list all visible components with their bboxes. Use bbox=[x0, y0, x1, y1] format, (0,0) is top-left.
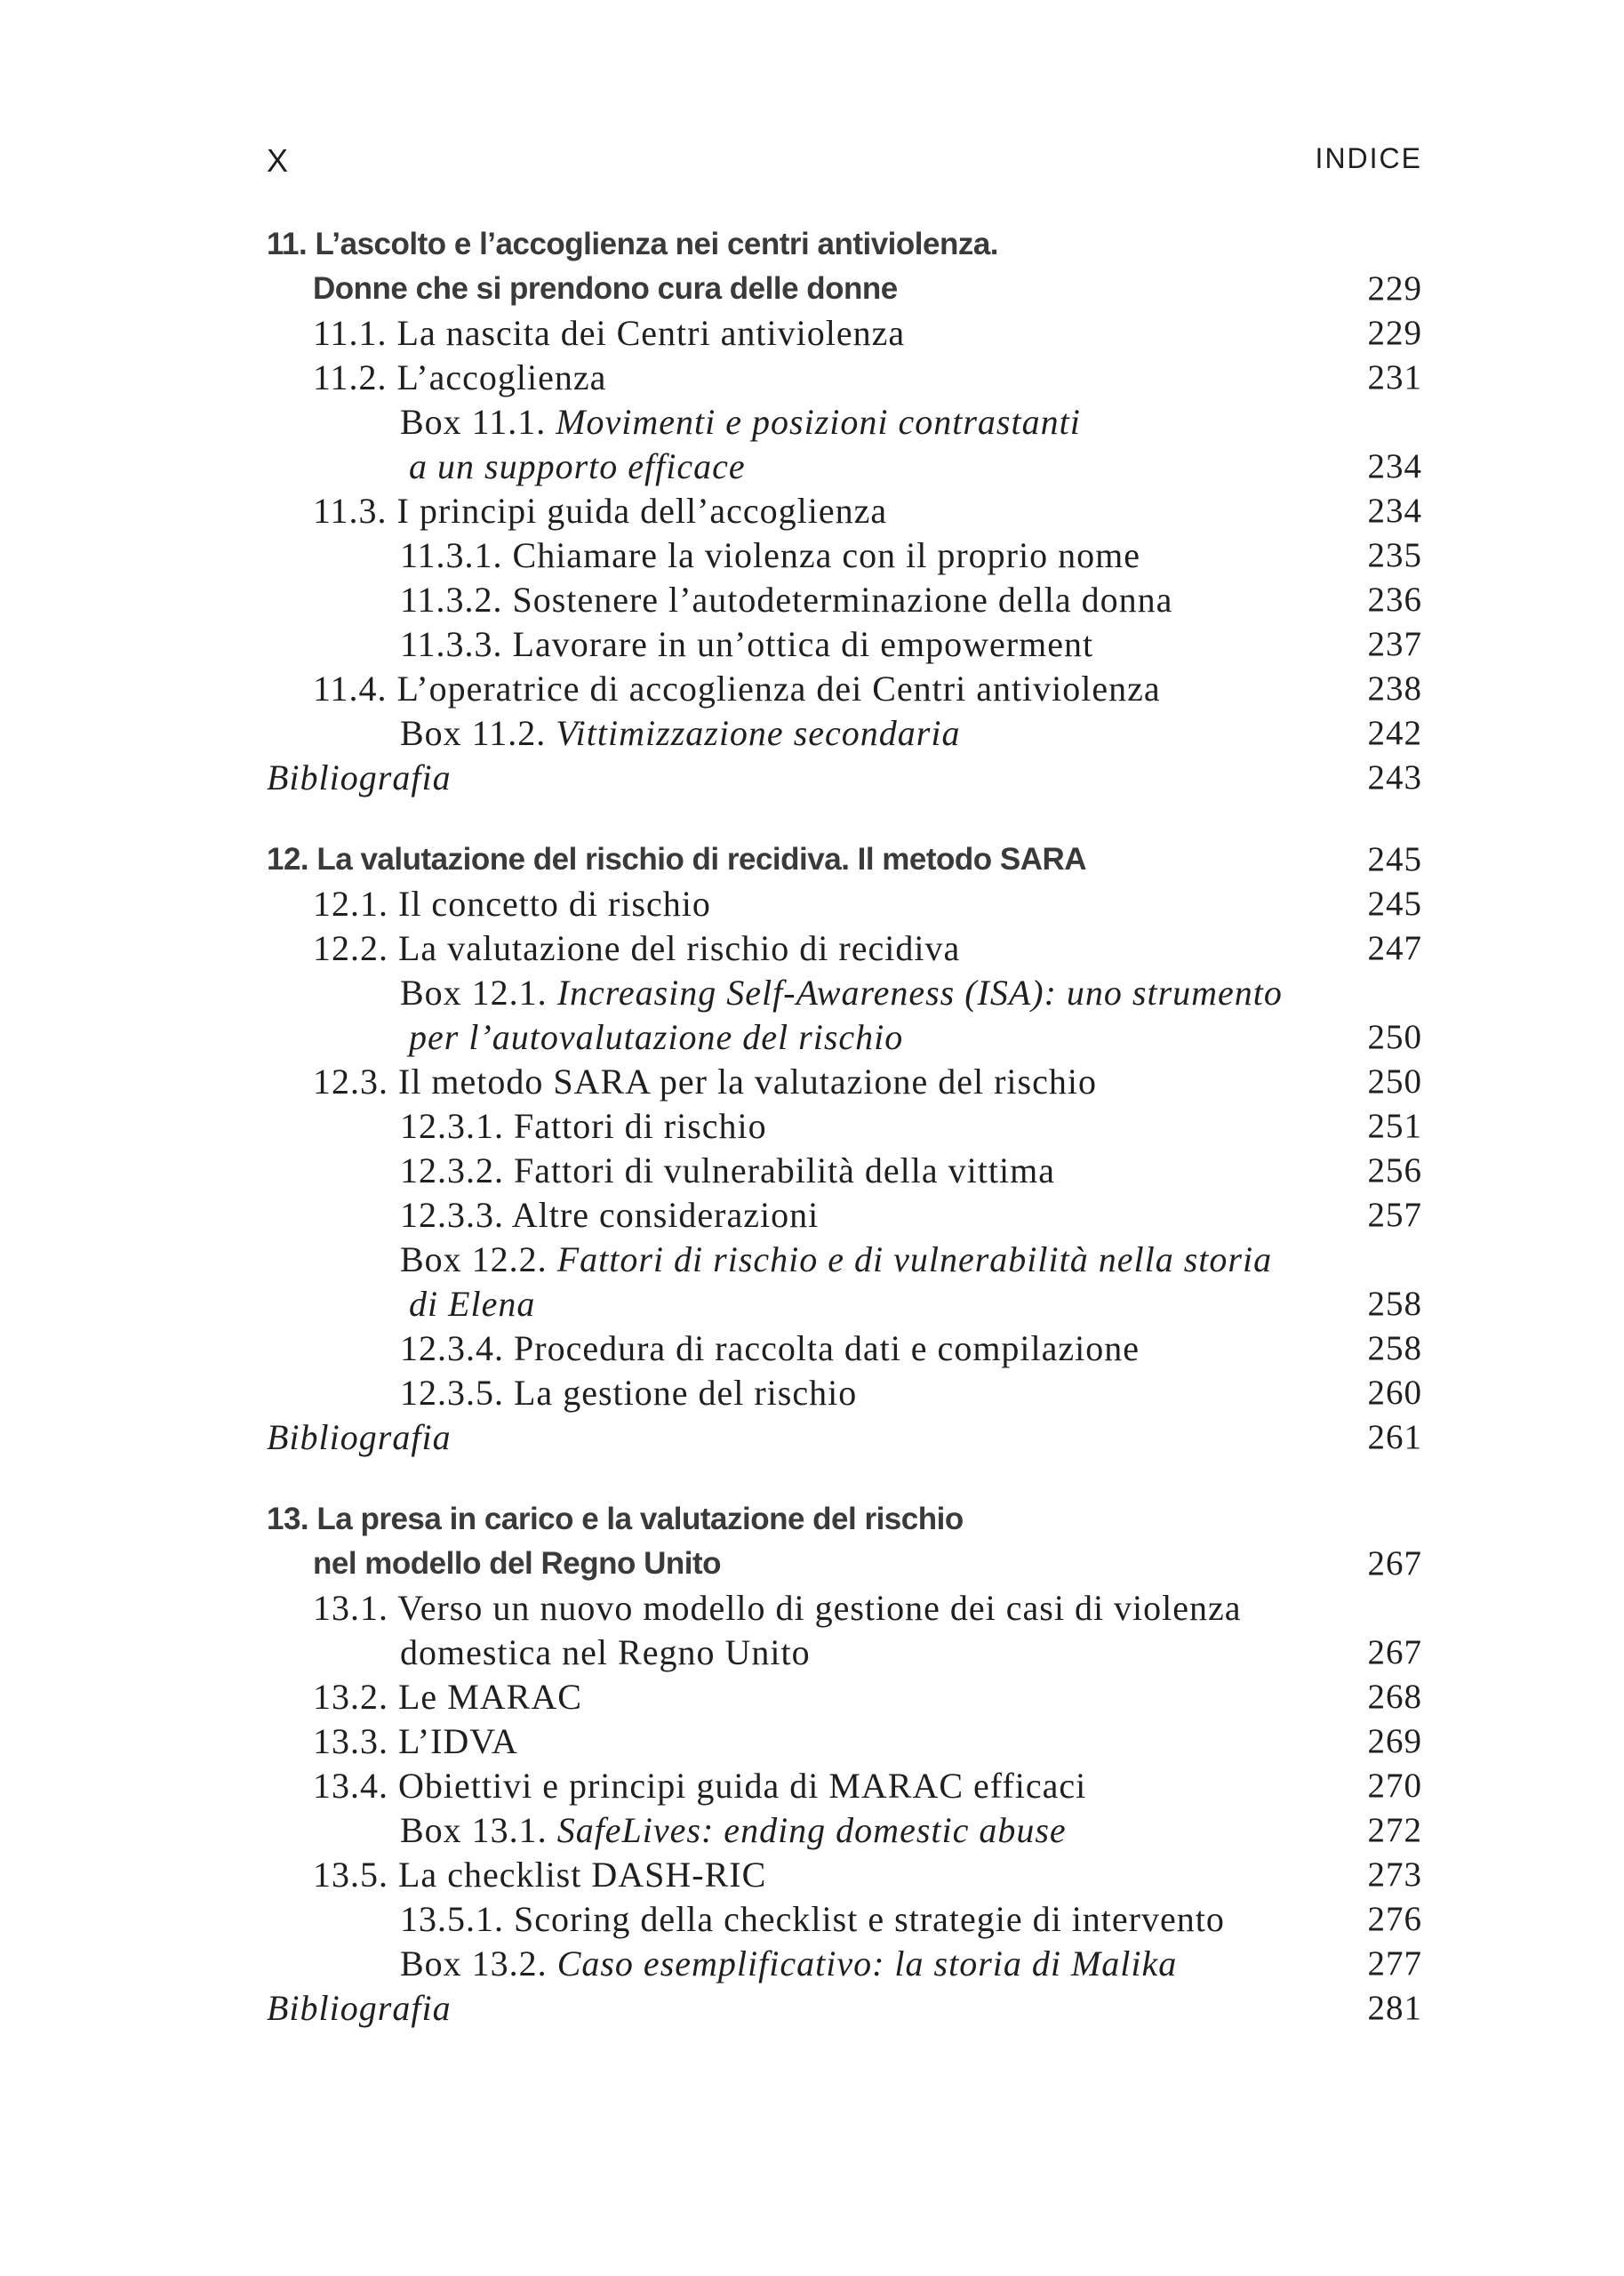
entry-text: 12.2. La valutazione del rischio di recidiva bbox=[313, 928, 961, 968]
page-number: 238 bbox=[1367, 669, 1422, 708]
toc-bibliography bbox=[267, 1986, 1422, 2031]
toc-entry bbox=[267, 1719, 1422, 1764]
page-number: 247 bbox=[1367, 929, 1422, 967]
page-number: 281 bbox=[1367, 1989, 1422, 2027]
entry-text: 13.4. Obiettivi e principi guida di MARAC efficaci bbox=[313, 1766, 1087, 1806]
entry-text: domestica nel Regno Unito bbox=[400, 1632, 811, 1672]
toc-subentry bbox=[267, 622, 1422, 667]
page-number: 235 bbox=[1367, 536, 1422, 574]
entry-text: 13.1. Verso un nuovo modello di gestione dei casi di violenza bbox=[313, 1588, 1242, 1628]
toc-entry bbox=[267, 667, 1422, 711]
page-number: 258 bbox=[1367, 1285, 1422, 1323]
page-number: 267 bbox=[1367, 1633, 1422, 1671]
page-number: 272 bbox=[1367, 1811, 1422, 1849]
toc-entry bbox=[267, 1586, 1422, 1631]
page-number: 243 bbox=[1367, 758, 1422, 797]
toc-bibliography bbox=[267, 756, 1422, 800]
toc-subentry bbox=[267, 1326, 1422, 1371]
toc-subentry bbox=[267, 533, 1422, 578]
page-number: 250 bbox=[1367, 1018, 1422, 1056]
entry-text: 12.3. Il metodo SARA per la valutazione del rischio bbox=[313, 1062, 1097, 1102]
chapter-11-heading bbox=[267, 222, 1422, 267]
chapter-12-heading bbox=[267, 837, 1422, 882]
entry-text: Box 11.1. Movimenti e posizioni contrastanti bbox=[400, 402, 1081, 442]
toc-entry bbox=[267, 356, 1422, 400]
chapter-title: 11. L’ascolto e l’accoglienza nei centri antiviolenza. bbox=[267, 227, 999, 261]
chapter-13-heading-cont bbox=[267, 1542, 1422, 1586]
page-header bbox=[267, 142, 1422, 187]
page-number: 236 bbox=[1367, 581, 1422, 619]
toc-entry bbox=[267, 489, 1422, 533]
entry-text: 12.3.2. Fattori di vulnerabilità della vittima bbox=[400, 1150, 1055, 1190]
entry-text: 13.5.1. Scoring della checklist e strategie di intervento bbox=[400, 1899, 1225, 1939]
entry-text: Box 11.2. Vittimizzazione secondaria bbox=[400, 713, 961, 753]
toc-bibliography bbox=[267, 1415, 1422, 1460]
entry-text: a un supporto efficace bbox=[409, 446, 746, 486]
entry-text: 12.3.3. Altre considerazioni bbox=[400, 1195, 820, 1235]
bibliography-label: Bibliografia bbox=[267, 1417, 452, 1457]
page-number: 229 bbox=[1367, 314, 1422, 352]
toc-entry bbox=[267, 1675, 1422, 1719]
entry-text: Box 13.1. SafeLives: ending domestic abuse bbox=[400, 1810, 1067, 1850]
chapter-13-heading bbox=[267, 1497, 1422, 1542]
table-of-contents bbox=[267, 222, 1422, 2031]
page-number: 270 bbox=[1367, 1767, 1422, 1805]
entry-text: 12.3.5. La gestione del rischio bbox=[400, 1373, 858, 1413]
toc-subentry bbox=[267, 1149, 1422, 1193]
chapter-title: nel modello del Regno Unito bbox=[313, 1546, 721, 1581]
bibliography-label: Bibliografia bbox=[267, 757, 452, 797]
chapter-11-heading-cont bbox=[267, 267, 1422, 311]
bibliography-label: Bibliografia bbox=[267, 1988, 452, 2028]
toc-subentry bbox=[267, 1371, 1422, 1415]
chapter-title: Donne che si prendono cura delle donne bbox=[313, 271, 898, 306]
entry-text: per l’autovalutazione del rischio bbox=[409, 1017, 904, 1057]
toc-box-entry-cont bbox=[267, 1282, 1422, 1326]
page-number: 229 bbox=[1367, 269, 1422, 308]
entry-text: 13.3. L’IDVA bbox=[313, 1721, 518, 1761]
entry-text: 11.3.3. Lavorare in un’ottica di empowerment bbox=[400, 624, 1094, 664]
page-number: 245 bbox=[1367, 885, 1422, 923]
toc-box-entry bbox=[267, 971, 1422, 1015]
entry-text: 11.1. La nascita dei Centri antiviolenza bbox=[313, 313, 906, 353]
page-number: 268 bbox=[1367, 1678, 1422, 1716]
toc-entry bbox=[267, 926, 1422, 971]
page-number: 261 bbox=[1367, 1418, 1422, 1456]
page-number: 273 bbox=[1367, 1855, 1422, 1894]
page-number: 267 bbox=[1367, 1544, 1422, 1583]
entry-text: 11.2. L’accoglienza bbox=[313, 357, 607, 397]
page-number: 251 bbox=[1367, 1107, 1422, 1145]
running-title: INDICE bbox=[1315, 142, 1422, 174]
page-number: 276 bbox=[1367, 1900, 1422, 1938]
entry-text: Box 12.1. Increasing Self-Awareness (ISA): uno strumento bbox=[400, 973, 1283, 1013]
entry-text: Box 12.2. Fattori di rischio e di vulnerabilità nella storia bbox=[400, 1239, 1273, 1279]
entry-text: 11.4. L’operatrice di accoglienza dei Centri antiviolenza bbox=[313, 669, 1161, 709]
toc-entry-cont bbox=[267, 1631, 1422, 1675]
page-number: 234 bbox=[1367, 492, 1422, 530]
chapter-title: 12. La valutazione del rischio di recidiva. Il metodo SARA bbox=[267, 842, 1087, 877]
chapter-title: 13. La presa in carico e la valutazione del rischio bbox=[267, 1502, 964, 1536]
toc-entry bbox=[267, 311, 1422, 356]
entry-text: 11.3. I principi guida dell’accoglienza bbox=[313, 491, 888, 531]
page-number: 257 bbox=[1367, 1196, 1422, 1234]
entry-text: 12.3.1. Fattori di rischio bbox=[400, 1106, 767, 1146]
page-number: 277 bbox=[1367, 1944, 1422, 1983]
page-number: 234 bbox=[1367, 447, 1422, 485]
entry-text: 12.1. Il concetto di rischio bbox=[313, 884, 711, 924]
toc-subentry bbox=[267, 1897, 1422, 1942]
entry-text: 13.5. La checklist DASH-RIC bbox=[313, 1855, 767, 1895]
toc-box-entry-cont bbox=[267, 1015, 1422, 1060]
page-number: 269 bbox=[1367, 1722, 1422, 1760]
page-number: 256 bbox=[1367, 1151, 1422, 1190]
toc-entry bbox=[267, 1853, 1422, 1897]
entry-text: 11.3.1. Chiamare la violenza con il proprio nome bbox=[400, 535, 1140, 575]
entry-text: 13.2. Le MARAC bbox=[313, 1677, 582, 1717]
toc-box-entry bbox=[267, 1942, 1422, 1986]
toc-box-entry bbox=[267, 1238, 1422, 1282]
page-number: 237 bbox=[1367, 625, 1422, 663]
toc-subentry bbox=[267, 578, 1422, 622]
toc-box-entry bbox=[267, 711, 1422, 756]
page-number: 250 bbox=[1367, 1062, 1422, 1101]
toc-entry bbox=[267, 1060, 1422, 1104]
page-number: 245 bbox=[1367, 840, 1422, 878]
toc-entry bbox=[267, 1764, 1422, 1808]
page-folio: X bbox=[267, 142, 290, 179]
toc-box-entry bbox=[267, 1808, 1422, 1853]
entry-text: Box 13.2. Caso esemplificativo: la storia di Malika bbox=[400, 1943, 1178, 1983]
entry-text: di Elena bbox=[409, 1284, 536, 1324]
page-number: 231 bbox=[1367, 358, 1422, 397]
page-number: 242 bbox=[1367, 714, 1422, 752]
page-number: 258 bbox=[1367, 1329, 1422, 1367]
page-number: 260 bbox=[1367, 1374, 1422, 1412]
toc-subentry bbox=[267, 1104, 1422, 1149]
toc-box-entry-cont bbox=[267, 445, 1422, 489]
entry-text: 11.3.2. Sostenere l’autodeterminazione della donna bbox=[400, 580, 1173, 620]
toc-box-entry bbox=[267, 400, 1422, 445]
toc-subentry bbox=[267, 1193, 1422, 1238]
toc-entry bbox=[267, 882, 1422, 926]
entry-text: 12.3.4. Procedura di raccolta dati e compilazione bbox=[400, 1328, 1140, 1368]
